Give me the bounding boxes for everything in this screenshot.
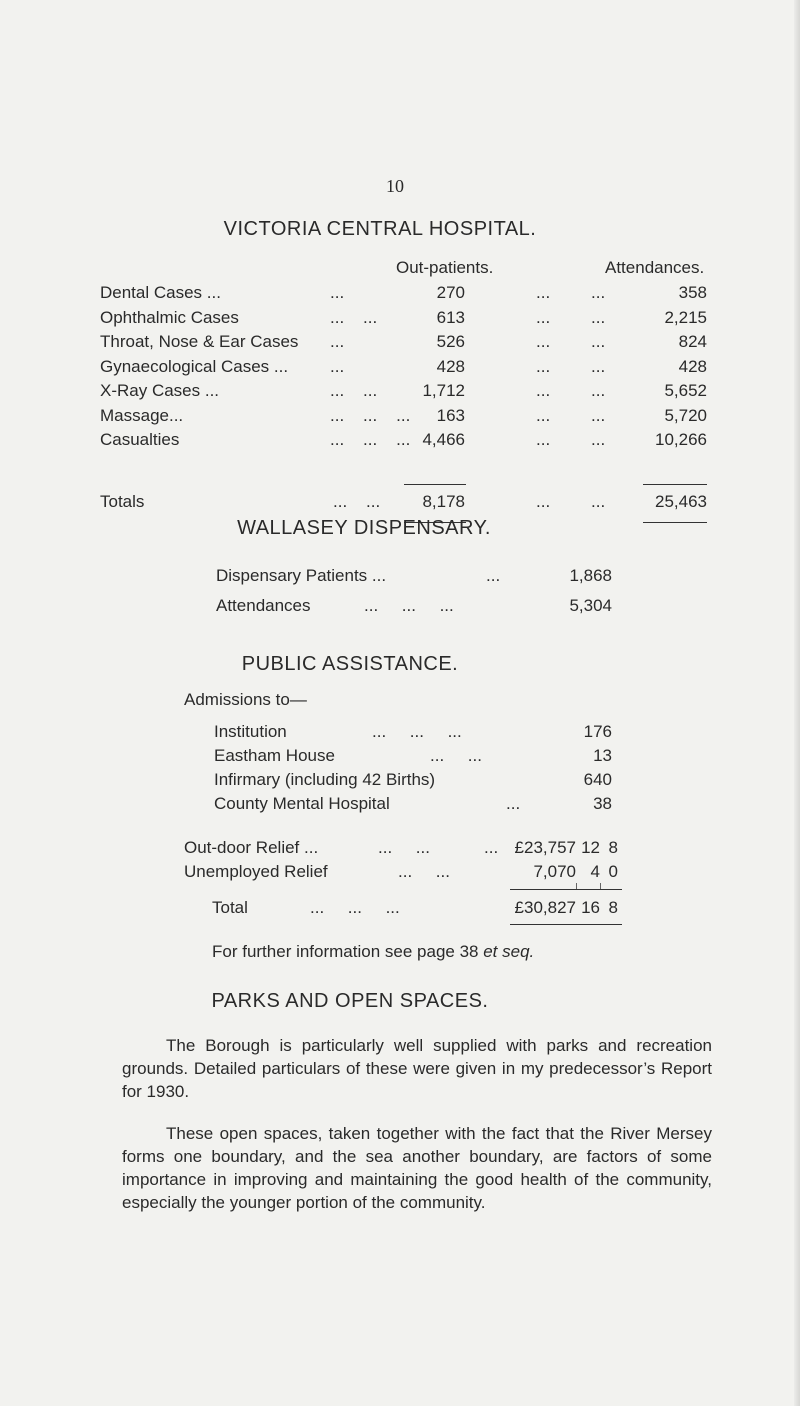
row-attendances: 428 (678, 356, 707, 376)
outpatients-total-rule (404, 484, 466, 485)
parks-heading: PARKS AND OPEN SPACES. (211, 990, 489, 1012)
leader-dots: ... ... (398, 862, 450, 881)
leader-dots: ... (591, 283, 606, 302)
row-attendances: 358 (678, 283, 707, 302)
row-outpatients: 526 (436, 332, 465, 351)
further-info-note (212, 942, 534, 962)
row-label: Throat, Nose & Ear Cases (100, 332, 299, 351)
admission-institution-value: 176 (583, 722, 612, 741)
leader-dots: ... (484, 838, 499, 857)
leader-dots: ... (536, 492, 551, 511)
unemployed-relief-label: Unemployed Relief (184, 862, 328, 881)
admission-eastham-value: 13 (593, 746, 612, 765)
leader-dots: ... (536, 381, 551, 400)
relief-column-divider (576, 883, 577, 889)
totals-label: Totals (100, 492, 145, 511)
outdoor-relief-label: Out-door Relief ... (184, 838, 319, 857)
relief-column-divider (600, 883, 601, 889)
public-assistance-heading: PUBLIC ASSISTANCE. (241, 653, 459, 675)
outdoor-relief-pence: 8 (608, 838, 618, 857)
leader-dots: ... ... (330, 307, 378, 327)
leader-dots: ... ... (378, 838, 430, 857)
page-number: 10 (386, 176, 404, 196)
leader-dots: ... (486, 566, 501, 585)
leader-dots: ... (591, 332, 606, 351)
admission-eastham-label: Eastham House (214, 746, 335, 765)
relief-total-label: Total (212, 898, 248, 917)
leader-dots: ... (591, 492, 606, 511)
leader-dots: ... (591, 381, 606, 400)
outdoor-relief-pounds: £23,757 (514, 838, 576, 857)
totals-attendances: 25,463 (655, 492, 707, 511)
row-label: Gynaecological Cases ... (100, 356, 289, 376)
admission-infirmary-value: 640 (583, 770, 612, 789)
leader-dots: ... (536, 307, 551, 327)
dispensary-attendances-value: 5,304 (569, 596, 612, 615)
leader-dots: ... (591, 405, 606, 425)
admission-institution-label: Institution (214, 722, 287, 741)
row-outpatients: 4,466 (422, 430, 465, 449)
leader-dots: ... ... (330, 381, 378, 400)
dispensary-attendances-label: Attendances (216, 596, 311, 615)
leader-dots: ... ... ... (310, 898, 400, 917)
row-outpatients: 270 (436, 283, 465, 302)
hospital-heading: VICTORIA CENTRAL HOSPITAL. (223, 218, 537, 240)
leader-dots: ... (536, 430, 551, 449)
row-outpatients: 163 (436, 405, 465, 425)
outpatients-column-header: Out-patients. (396, 258, 494, 277)
row-attendances: 5,720 (664, 405, 707, 425)
leader-dots: ... (591, 430, 606, 449)
leader-dots: ... ... ... (330, 405, 411, 425)
leader-dots: ... (536, 405, 551, 425)
admission-infirmary-label: Infirmary (including 42 Births) (214, 770, 436, 789)
row-attendances: 10,266 (655, 430, 707, 449)
row-label: X-Ray Cases ... (100, 381, 220, 400)
parks-paragraph-2: These open spaces, taken together with the fact that the River Mersey forms one boundary, and the sea another boundary, are factors of some importance in improving and maintaining the good health of the community, especially the younger portion of the community. (122, 1124, 712, 1212)
page-edge-shadow (794, 0, 800, 1406)
admission-county-mental-value: 38 (593, 794, 612, 813)
relief-total-pence: 8 (608, 898, 618, 917)
leader-dots: ... ... ... (372, 722, 462, 741)
leader-dots: ... ... ... (364, 596, 454, 615)
row-label: Dental Cases ... (100, 283, 221, 302)
relief-total-shillings: 16 (581, 898, 600, 917)
row-label: Massage... (100, 405, 184, 425)
admissions-label: Admissions to— (184, 690, 307, 709)
totals-outpatients: 8,178 (422, 492, 465, 511)
leader-dots: ... ... (333, 492, 381, 511)
outdoor-relief-shillings: 12 (581, 838, 600, 857)
row-outpatients: 428 (436, 356, 465, 376)
leader-dots: ... (591, 356, 606, 376)
row-outpatients: 613 (436, 307, 465, 327)
leader-dots: ... (330, 356, 345, 376)
attendances-column-header: Attendances. (605, 258, 705, 277)
row-attendances: 824 (678, 332, 707, 351)
unemployed-relief-pence: 0 (608, 862, 618, 881)
unemployed-relief-shillings: 4 (590, 862, 600, 881)
leader-dots: ... (591, 307, 606, 327)
relief-total-rule (510, 889, 622, 890)
dispensary-patients-value: 1,868 (569, 566, 612, 585)
leader-dots: ... (536, 356, 551, 376)
further-info-text: For further information see page 38 (212, 942, 479, 961)
leader-dots: ... (330, 283, 345, 302)
et-seq-text: et seq. (483, 942, 535, 961)
dispensary-patients-label: Dispensary Patients ... (216, 566, 387, 585)
leader-dots: ... (506, 794, 521, 813)
leader-dots: ... (330, 332, 345, 351)
attendances-total-rule (643, 484, 707, 485)
row-label: Ophthalmic Cases (100, 307, 239, 327)
leader-dots: ... (536, 283, 551, 302)
leader-dots: ... ... (430, 746, 482, 765)
relief-total-pounds: £30,827 (514, 898, 576, 917)
row-outpatients: 1,712 (422, 381, 465, 400)
admission-county-mental-label: County Mental Hospital (214, 794, 390, 813)
leader-dots: ... (536, 332, 551, 351)
parks-paragraph-1: The Borough is particularly well supplied with parks and recreation grounds. Detailed particulars of these were given in my predecessor’s Report for 1930. (122, 1036, 712, 1101)
leader-dots: ... ... ... (330, 430, 411, 449)
dispensary-heading: WALLASEY DISPENSARY. (237, 517, 491, 539)
unemployed-relief-pounds: 7,070 (533, 862, 576, 881)
row-label: Casualties (100, 430, 180, 449)
row-attendances: 5,652 (664, 381, 707, 400)
row-attendances: 2,215 (664, 307, 707, 327)
relief-bottom-rule (510, 924, 622, 925)
